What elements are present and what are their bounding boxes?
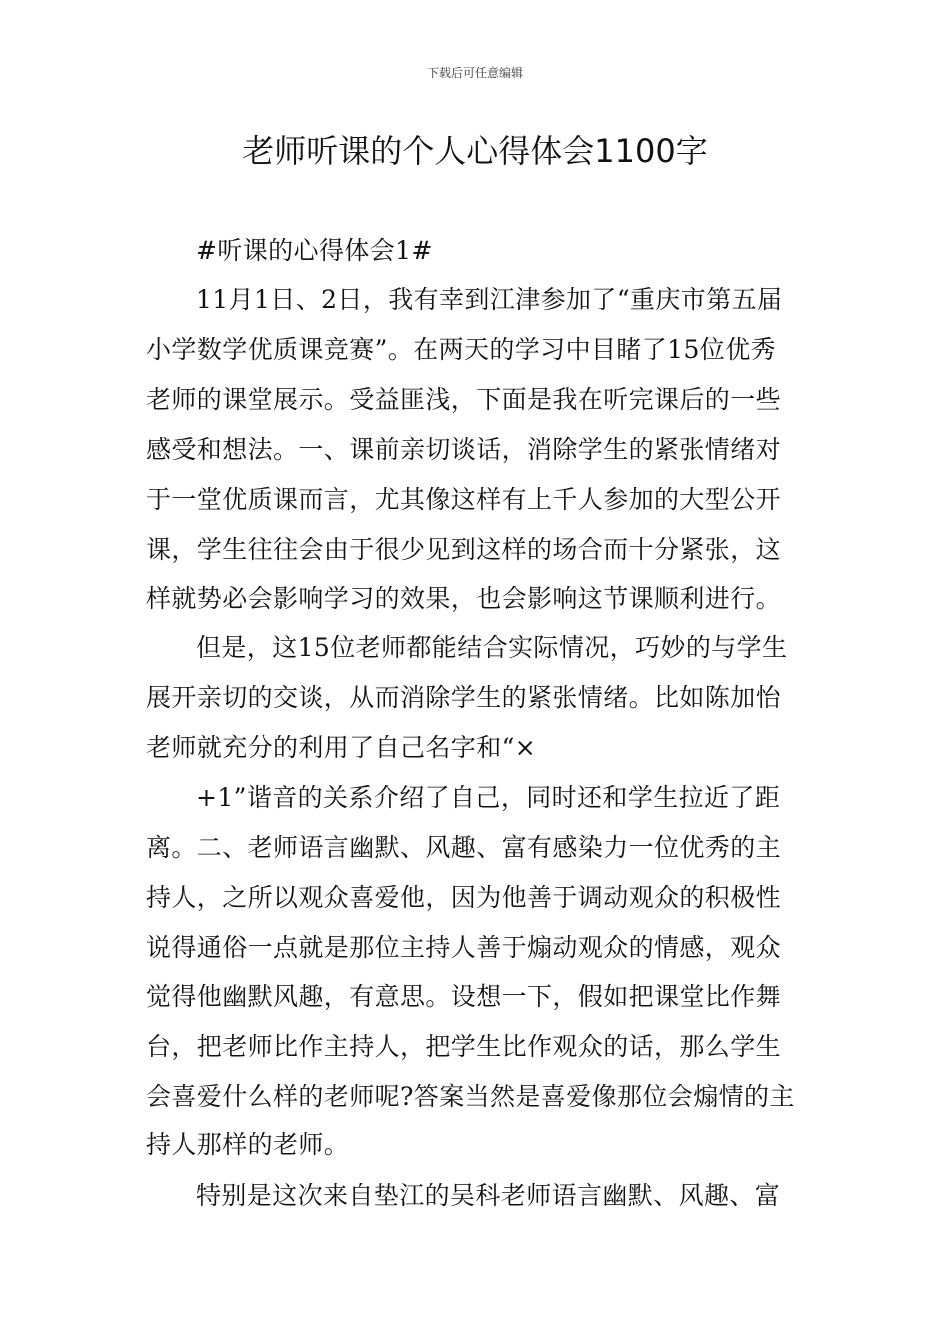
body-line: 感受和想法。一、课前亲切谈话，消除学生的紧张情绪对 [146, 435, 782, 464]
body-line: 于一堂优质课而言，尤其像这样有上千人参加的大型公开 [146, 485, 782, 514]
body-line: 特别是这次来自垫江的吴科老师语言幽默、风趣、富 [196, 1181, 781, 1210]
body-line: 展开亲切的交谈，从而消除学生的紧张情绪。比如陈加怡 [146, 683, 782, 712]
body-line: 持人，之所以观众喜爱他，因为他善于调动观众的积极性 [146, 883, 782, 912]
body-line: 小学数学优质课竞赛”。在两天的学习中目睹了15位优秀 [146, 335, 776, 364]
body-line: 持人那样的老师。 [146, 1130, 350, 1159]
section-heading: #听课的心得体会1# [196, 236, 433, 265]
body-line: 11月1日、2日，我有幸到江津参加了“重庆市第五届 [196, 285, 783, 314]
body-line: 老师就充分的利用了自己名字和“× [146, 733, 537, 762]
body-line: 但是，这15位老师都能结合实际情况，巧妙的与学生 [196, 633, 788, 662]
body-line: 课，学生往往会由于很少见到这样的场合而十分紧张，这 [146, 535, 782, 564]
header-note: 下载后可任意编辑 [426, 66, 523, 80]
body-line: 会喜爱什么样的老师呢?答案当然是喜爱像那位会煽情的主 [146, 1082, 795, 1111]
body-line: 觉得他幽默风趣，有意思。设想一下，假如把课堂比作舞 [146, 982, 782, 1011]
body-line: 离。二、老师语言幽默、风趣、富有感染力一位优秀的主 [146, 833, 782, 862]
body-line: 台，把老师比作主持人，把学生比作观众的话，那么学生 [146, 1032, 782, 1061]
body-line: 样就势必会影响学习的效果，也会影响这节课顺利进行。 [146, 584, 782, 613]
body-line: 老师的课堂展示。受益匪浅，下面是我在听完课后的一些 [146, 385, 782, 414]
document-title: 老师听课的个人心得体会1100字 [242, 132, 708, 170]
body-line: 说得通俗一点就是那位主持人善于煽动观众的情感，观众 [146, 933, 782, 962]
body-line: +1”谐音的关系介绍了自己，同时还和学生拉近了距 [196, 783, 781, 812]
